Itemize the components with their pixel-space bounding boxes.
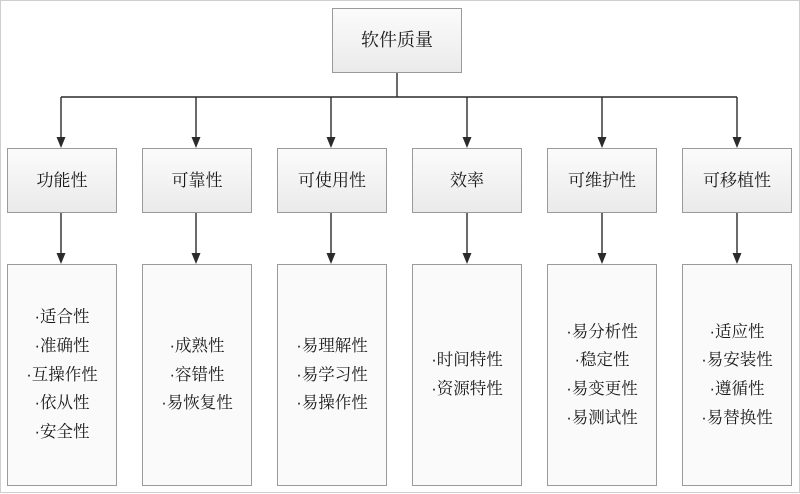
- leaf-item: ·易替换性: [701, 408, 773, 427]
- leaf-item: ·易变更性: [566, 380, 638, 398]
- category-node-6: 可移植性: [682, 148, 792, 213]
- leaf-list-3: [278, 333, 386, 417]
- arrow-5: [598, 137, 607, 148]
- leaf-item: ·准确性: [34, 336, 90, 355]
- leaf-item: ·易安装性: [701, 351, 773, 370]
- leaf-box-6: [682, 264, 792, 486]
- leaf-item: ·适应性: [709, 322, 765, 341]
- leaf-item: ·易学习性: [296, 365, 368, 384]
- root-node: 软件质量: [332, 8, 462, 73]
- leaf-item: ·稳定性: [574, 351, 630, 370]
- leaf-list-5: [548, 319, 656, 432]
- category-node-3: 可使用性: [277, 148, 387, 213]
- leaf-arrow-1: [57, 253, 66, 264]
- leaf-box-4: [412, 264, 522, 486]
- leaf-box-1: [7, 264, 117, 486]
- leaf-item: ·易操作性: [296, 394, 368, 413]
- leaf-item: ·资源特性: [431, 380, 503, 398]
- leaf-arrow-4: [463, 253, 472, 264]
- category-node-5: 可维护性: [547, 148, 657, 213]
- leaf-item: ·安全性: [34, 423, 90, 442]
- leaf-item: ·易理解性: [296, 336, 368, 355]
- category-node-1: 功能性: [7, 148, 117, 213]
- arrow-3: [327, 137, 336, 148]
- leaf-arrow-3: [327, 253, 336, 264]
- arrow-2: [192, 137, 201, 148]
- leaf-arrow-5: [598, 253, 607, 264]
- leaf-arrow-2: [192, 253, 201, 264]
- arrow-1: [57, 137, 66, 148]
- leaf-arrow-6: [733, 253, 742, 264]
- leaf-list-4: [413, 347, 521, 402]
- leaf-box-2: [142, 264, 252, 486]
- arrow-4: [463, 137, 472, 148]
- leaf-item: ·易恢复性: [161, 394, 233, 413]
- leaf-list-2: [143, 333, 251, 417]
- leaf-item: ·互操作性: [26, 365, 98, 384]
- leaf-item: ·依从性: [34, 394, 90, 413]
- leaf-list-1: [8, 304, 116, 446]
- leaf-item: ·成熟性: [169, 336, 225, 355]
- category-node-4: 效率: [412, 148, 522, 213]
- connector-lines: [1, 1, 800, 494]
- leaf-item: ·遵循性: [709, 380, 765, 398]
- arrow-6: [733, 137, 742, 148]
- leaf-box-3: [277, 264, 387, 486]
- leaf-item: ·适合性: [34, 308, 90, 327]
- leaf-item: ·易测试性: [566, 408, 638, 427]
- leaf-item: ·时间特性: [431, 351, 503, 370]
- category-node-2: 可靠性: [142, 148, 252, 213]
- leaf-item: ·易分析性: [566, 322, 638, 341]
- leaf-item: ·容错性: [169, 365, 225, 384]
- leaf-list-6: [683, 319, 791, 432]
- leaf-box-5: [547, 264, 657, 486]
